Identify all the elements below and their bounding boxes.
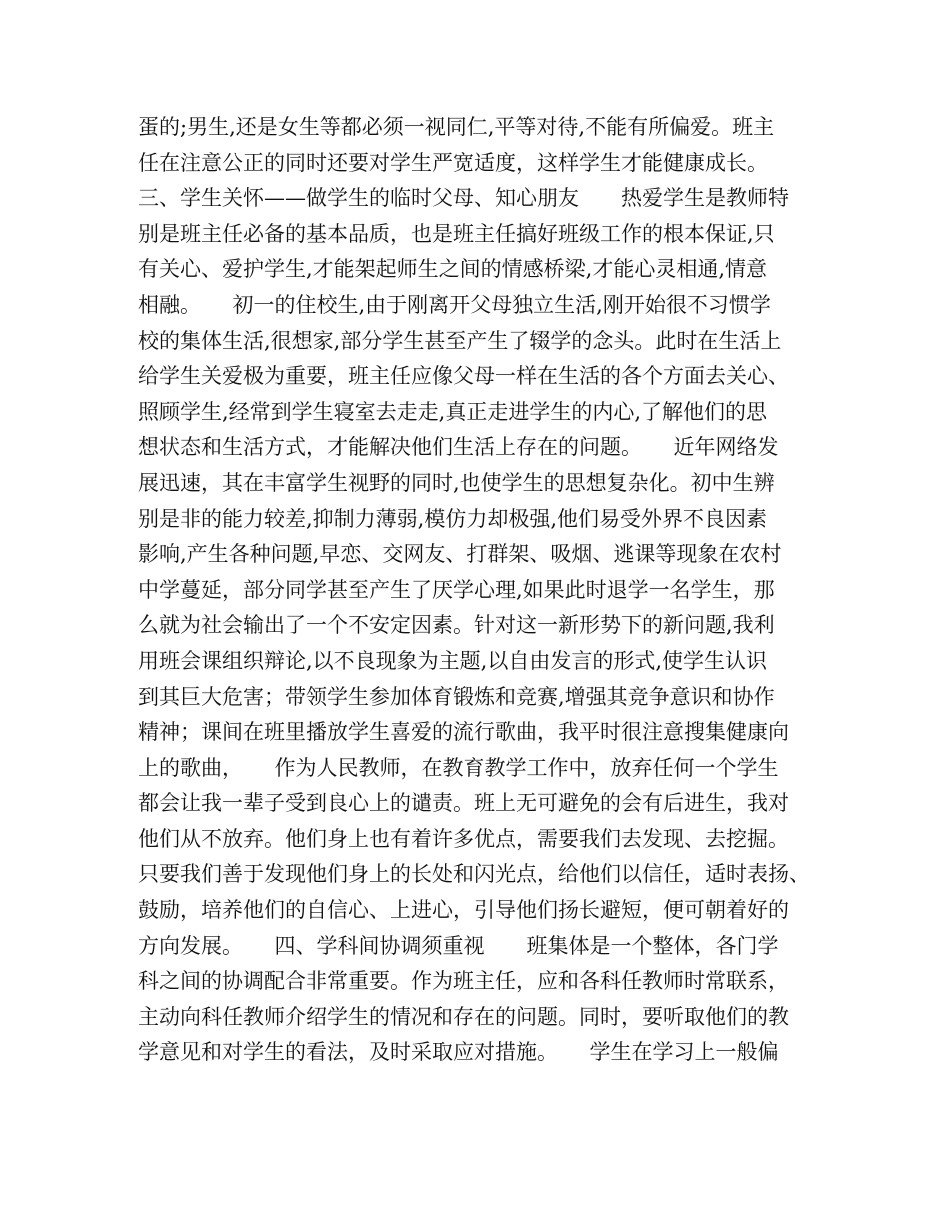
text-line-4: 别是班主任必备的基本品质，也是班主任搞好班级工作的根本保证,只 xyxy=(138,221,775,246)
text-line-1: 蛋的;男生,还是女生等都必须一视同仁,平等对待,不能有所偏爱。班主 xyxy=(138,115,775,139)
text-line-25: 科之间的协调配合非常重要。作为班主任，应和各科任教师时常联系， xyxy=(138,969,789,994)
text-line-13: 影响,产生各种问题,早恋、交网友、打群架、吸烟、逃课等现象在农村 xyxy=(138,542,782,567)
text-line-3: 三、学生关怀——做学生的临时父母、知心朋友 热爱学生是教师特 xyxy=(138,186,789,211)
text-line-15: 么就为社会输出了一个不安定因素。针对这一新形势下的新问题,我利 xyxy=(138,613,775,638)
text-line-26: 主动向科任教师介绍学生的情况和存在的问题。同时，要听取他们的教 xyxy=(138,1004,789,1029)
text-line-18: 精神；课间在班里播放学生喜爱的流行歌曲，我平时很注意搜集健康向 xyxy=(138,720,789,745)
text-line-2: 任在注意公正的同时还要对学生严宽适度，这样学生才能健康成长。 xyxy=(138,150,768,175)
text-line-8: 给学生关爱极为重要，班主任应像父母一样在生活的各个方面去关心、 xyxy=(138,364,789,389)
text-line-23: 鼓励，培养他们的自信心、上进心，引导他们扬长避短，便可朝着好的 xyxy=(138,898,789,923)
text-line-16: 用班会课组织辩论,以不良现象为主题,以自由发言的形式,使学生认识 xyxy=(138,648,768,673)
text-line-5: 有关心、爱护学生,才能架起师生之间的情感桥梁,才能心灵相通,情意 xyxy=(138,257,768,282)
text-line-9: 照顾学生,经常到学生寝室去走走,真正走进学生的内心,了解他们的思 xyxy=(138,399,768,424)
text-line-22: 只要我们善于发现他们身上的长处和闪光点，给他们以信任，适时表扬、 xyxy=(138,862,810,887)
text-line-24: 方向发展。 四、学科间协调须重视 班集体是一个整体，各门学 xyxy=(138,933,779,958)
text-line-21: 他们从不放弃。他们身上也有着许多优点，需要我们去发现、去挖掘。 xyxy=(138,826,789,851)
body-text xyxy=(138,110,828,1071)
text-line-17: 到其巨大危害；带领学生参加体育锻炼和竞赛,增强其竞争意识和协作 xyxy=(138,684,775,709)
text-line-6: 相融。 初一的住校生,由于刚离开父母独立生活,刚开始很不习惯学 xyxy=(138,292,771,317)
text-line-10: 想状态和生活方式，才能解决他们生活上存在的问题。 近年网络发 xyxy=(138,435,779,460)
text-line-7: 校的集体生活,很想家,部分学生甚至产生了辍学的念头。此时在生活上 xyxy=(138,328,782,353)
text-line-27: 学意见和对学生的看法，及时采取应对措施。 学生在学习上一般偏 xyxy=(138,1040,779,1065)
text-line-20: 都会让我一辈子受到良心上的谴责。班上无可避免的会有后进生，我对 xyxy=(138,791,789,816)
text-line-19: 上的歌曲， 作为人民教师，在教育教学工作中，放弃任何一个学生 xyxy=(138,755,779,780)
text-line-11: 展迅速，其在丰富学生视野的同时,也使学生的思想复杂化。初中生辨 xyxy=(138,470,775,495)
text-line-12: 别是非的能力较差,抑制力薄弱,模仿力却极强,他们易受外界不良因素 xyxy=(138,506,768,531)
text-line-14: 中学蔓延，部分同学甚至产生了厌学心理,如果此时退学一名学生，那 xyxy=(138,577,775,602)
